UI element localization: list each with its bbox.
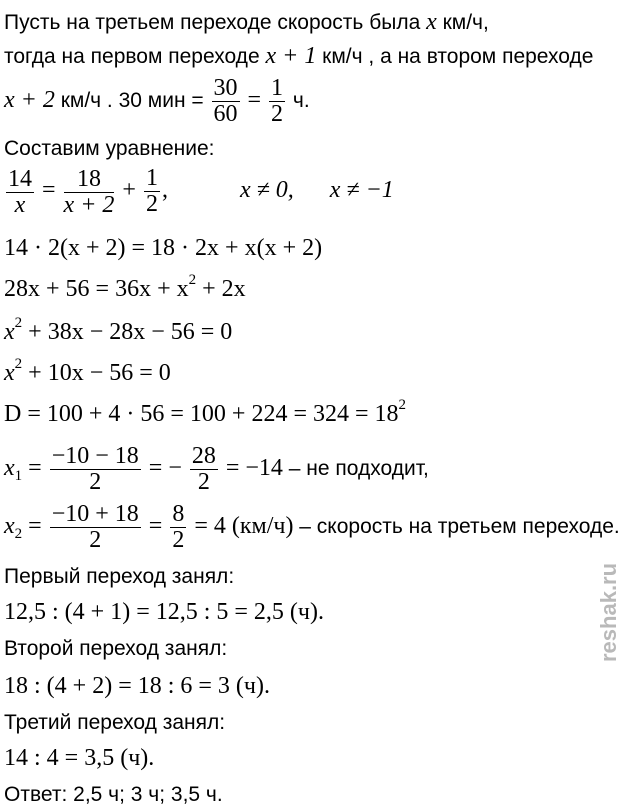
- root-x1-line: $x_1$ = $\frac{-10 - 18}{2}$ = − $\frac{28}{2}$ = −14 – не подходит,: [4, 443, 429, 496]
- discriminant-line: $D = 100 + 4 \cdot 56 = 100 + 224 = 324 = 18^2$: [4, 397, 407, 427]
- fraction-18-x-plus-2: $\frac{18}{x + 2}$: [63, 165, 115, 218]
- fraction-1-2: $\frac{1}{2}$: [271, 75, 284, 128]
- third-crossing-calc: 14 : 4 = 3,5 (ч).: [4, 745, 155, 771]
- fraction-1-2-b: $\frac{1}{2}$: [145, 165, 158, 218]
- first-crossing-heading: Первый переход занял:: [4, 565, 235, 588]
- answer-line: Ответ: 2,5 ч; 3 ч; 3,5 ч.: [4, 783, 223, 806]
- watermark-logo: reshak.ru: [596, 562, 621, 662]
- equation-step-2: $28x + 56 = 36x + x^2 + 2x$: [4, 272, 246, 302]
- fraction-28-2: $\frac{28}{2}$: [191, 443, 216, 496]
- second-crossing-calc: 18 : (4 + 2) = 18 : 6 = 3 (ч).: [4, 673, 270, 699]
- equation-step-4: $x^2 + 10x - 56 = 0$: [4, 356, 171, 386]
- time-conversion-line: x + 2 км/ч . 30 мин = $\frac{30}{60}$ = $\frac{1}{2}$ ч.: [4, 75, 310, 128]
- first-crossing-calc: 12,5 : (4 + 1) = 12,5 : 5 = 2,5 (ч).: [4, 599, 324, 625]
- equation-line: $\frac{14}{x}$ = $\frac{18}{x + 2}$ + $\frac{1}{2}$ , x ≠ 0, x ≠ −1: [8, 165, 394, 218]
- fraction-8-2: $\frac{8}{2}$: [172, 501, 185, 554]
- fraction-14-x: $\frac{14}{x}$: [8, 165, 32, 218]
- root-x2-line: $x_2$ = $\frac{-10 + 18}{2}$ = $\frac{8}{2}$ = 4 (км/ч) – скорость на третьем переходе.: [4, 501, 620, 554]
- compose-equation-heading: Составим уравнение:: [4, 137, 215, 160]
- second-crossing-heading: Второй переход занял:: [4, 637, 228, 660]
- intro-line-1: Пусть на третьем переходе скорость была x км/ч,: [4, 9, 489, 35]
- equation-step-3: $x^2 + 38x - 28x - 56 = 0$: [4, 315, 233, 345]
- third-crossing-heading: Третий переход занял:: [4, 711, 226, 734]
- fraction-x2: $\frac{-10 + 18}{2}$: [51, 501, 139, 554]
- fraction-x1: $\frac{-10 - 18}{2}$: [51, 443, 139, 496]
- fraction-30-60: $\frac{30}{60}$: [213, 75, 238, 128]
- equation-step-1: 14 · 2(x + 2) = 18 · 2x + x(x + 2): [4, 235, 323, 261]
- intro-line-2: тогда на первом переходе x + 1 км/ч , а на втором переходе: [4, 43, 594, 69]
